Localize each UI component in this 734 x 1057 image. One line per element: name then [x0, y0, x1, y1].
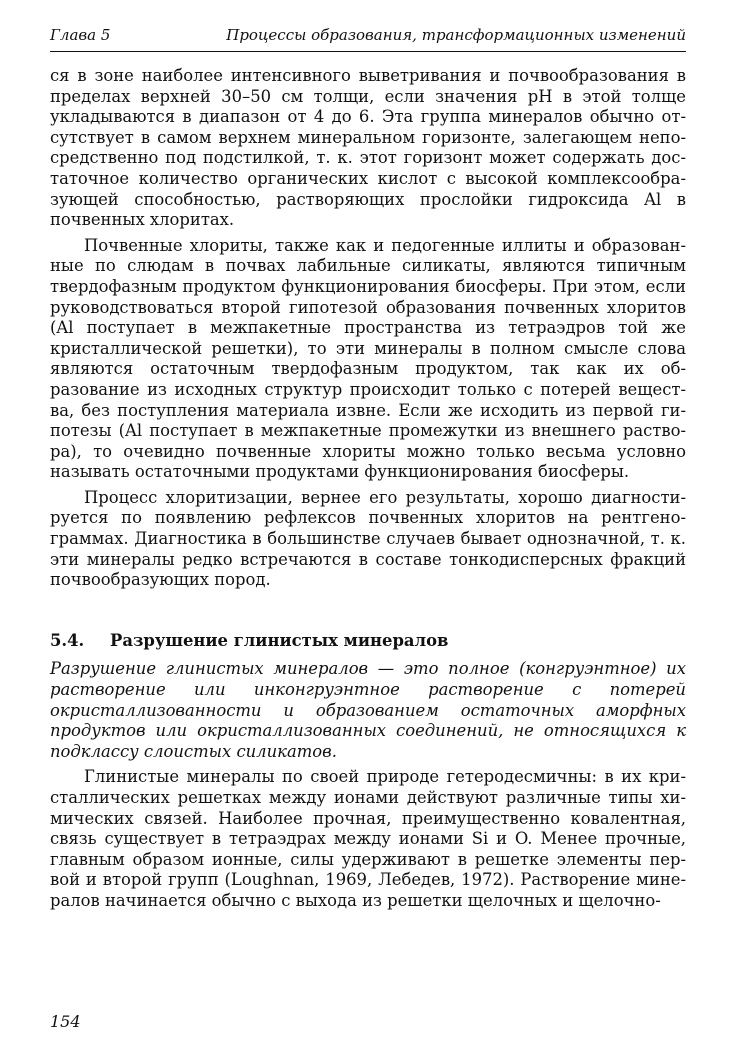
page-number: 154	[50, 1012, 81, 1031]
chapter-label: Глава 5	[50, 26, 111, 44]
paragraph-3: Процесс хлоритизации, вернее его результаты, хорошо диагностируется по появлению рефлексов почвенных хлоритов на рентгенограммах. Диагностика в большинстве случаев бывает однозначной, т. к. эти минералы редко встречаются в составе тонкодисперсных фракций почвообразующих пород.	[50, 487, 686, 590]
definition-paragraph: Разрушение глинистых минералов — это полное (конгруэнтное) их растворение или инконгруэнтное растворение с потерей окристаллизованности и образованием остаточных аморфных продуктов или окристаллизованных соединений, не относящихся к подклассу слоистых силикатов.	[50, 659, 686, 761]
page-body	[50, 25, 686, 912]
section-number: 5.4.	[50, 630, 85, 650]
paragraph-1: ся в зоне наиболее интенсивного выветривания и почвообразования в пределах верхней 30–50 см толщи, если значения pH в этой толще укладываются в диапазон от 4 до 6. Эта группа минералов обычно отсутствует в самом верхнем минеральном горизонте, залегающем непосредственно под подстилкой, т. к. этот горизонт может содержать достаточное количество органических кислот с высокой комплексообразующей способностью, растворяющих прослойки гидроксида Al в почвенных хлоритах.	[50, 66, 686, 230]
chapter-title: Процессы образования, трансформационных изменений	[226, 26, 686, 44]
section-title: Разрушение глинистых минералов	[110, 630, 449, 650]
paragraph-4: Глинистые минералы по своей природе гетеродесмичны: в их кристаллических решетках между ионами действуют различные типы химических связей. Наиболее прочная, преимущественно ковалентная, связь существует в тетраэдрах между ионами Si и O. Менее прочные, главным образом ионные, силы удерживают в решетке элементы первой и второй групп (Loughnan, 1969, Лебедев, 1972). Растворение минералов начинается обычно с выхода из решетки щелочных и щелочно-	[50, 767, 686, 910]
paragraph-2: Почвенные хлориты, также как и педогенные иллиты и образованные по слюдам в почвах лабильные силикаты, являются типичным твердофазным продуктом функционирования биосферы. При этом, если руководствоваться второй гипотезой образования почвенных хлоритов (Al поступает в межпакетные пространства из тетраэдров той же кристаллической решетки), то эти минералы в полном смысле слова являются остаточным твердофазным продуктом, так как их образование из исходных структур происходит только с потерей вещества, без поступления материала извне. Если же исходить из первой гипотезы (Al поступает в межпакетные промежутки из внешнего раствора), то очевидно почвенные хлориты можно только весьма условно называть остаточными продуктами функционирования биосферы.	[50, 235, 686, 482]
running-header	[50, 25, 686, 52]
section-heading	[50, 631, 686, 652]
